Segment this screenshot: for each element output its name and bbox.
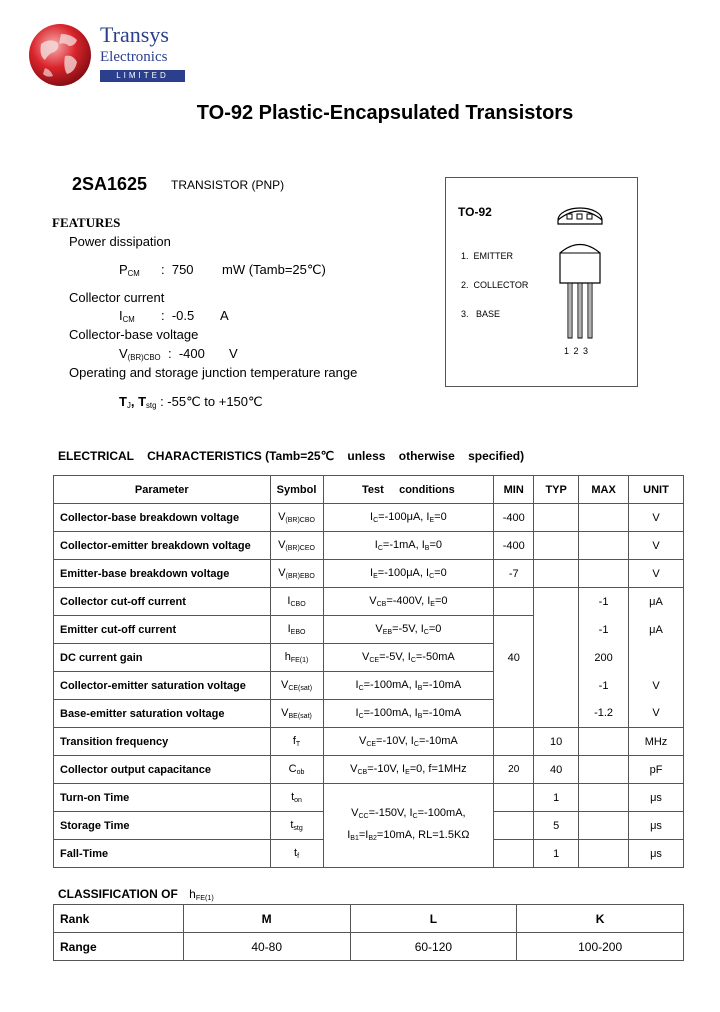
ec-row	[54, 672, 684, 700]
icm-value: : -0.5	[161, 308, 195, 323]
class-heading-sub: FE(1)	[195, 893, 214, 902]
ec-unit: pF	[629, 756, 684, 784]
rank-label: Rank	[54, 905, 184, 933]
ec-row	[54, 532, 684, 560]
logo-line2: Electronics	[100, 49, 168, 65]
part-number: 2SA1625	[72, 174, 148, 194]
ec-test: $I_C=-100mA$, $I_B=-10mA$	[323, 700, 494, 728]
ec-test: $I_C=-100mA$, $I_B=-10mA$	[323, 672, 494, 700]
vcbo-line	[119, 346, 238, 362]
logo	[27, 22, 197, 92]
ec-typ	[534, 532, 579, 560]
temp-label: Operating and storage junction temperature range	[69, 365, 358, 380]
rank-l: L	[350, 905, 517, 933]
col-unit: UNIT	[629, 476, 684, 504]
ec-unit: V	[629, 700, 684, 728]
ec-symbol: $h_{FE(1)}$	[270, 644, 323, 672]
logo-line3	[100, 70, 185, 82]
ec-typ	[534, 616, 579, 644]
to92-package-icon	[546, 198, 626, 348]
ec-typ	[534, 700, 579, 728]
ec-typ: 40	[534, 756, 579, 784]
ec-param: DC current gain	[54, 644, 271, 672]
features-heading: FEATURES	[52, 215, 121, 230]
ec-max: -1	[579, 616, 629, 644]
ec-unit: MHz	[629, 728, 684, 756]
rank-row	[54, 905, 684, 933]
ec-typ	[534, 560, 579, 588]
ec-min: 20	[494, 756, 534, 784]
col-max: MAX	[579, 476, 629, 504]
icm-unit: A	[220, 308, 229, 323]
ec-min	[494, 672, 534, 700]
col-typ: TYP	[534, 476, 579, 504]
ec-unit	[629, 644, 684, 672]
ec-symbol: $V_{BE(sat)}$	[270, 700, 323, 728]
ec-row	[54, 588, 684, 616]
ec-max	[579, 812, 629, 840]
ec-unit: μs	[629, 812, 684, 840]
temp-line	[119, 394, 263, 410]
ec-heading: ELECTRICAL CHARACTERISTICS (Tamb=25℃ unless otherwise specified)	[58, 449, 525, 463]
package-title: TO-92	[458, 205, 492, 219]
ec-typ	[534, 504, 579, 532]
ec-unit: μA	[629, 616, 684, 644]
pcm-unit: mW (Tamb=25℃)	[222, 262, 326, 277]
ec-max	[579, 504, 629, 532]
ec-unit: V	[629, 504, 684, 532]
ec-symbol: $t_{on}$	[270, 784, 323, 812]
ec-symbol: $I_{CBO}$	[270, 588, 323, 616]
collector-label: Collector current	[69, 290, 165, 305]
ec-param: Base-emitter saturation voltage	[54, 700, 271, 728]
ec-param: Emitter cut-off current	[54, 616, 271, 644]
power-label: Power dissipation	[69, 234, 171, 249]
logo-line3-text: LIMITED	[116, 71, 169, 80]
tj-sub: J	[126, 401, 131, 410]
ec-row	[54, 560, 684, 588]
vcbo-value: : -400	[168, 346, 205, 361]
pin-3-label: 3. BASE	[461, 309, 501, 319]
ec-unit: V	[629, 672, 684, 700]
part-type: TRANSISTOR (PNP)	[171, 178, 285, 192]
range-row	[54, 933, 684, 961]
ec-max: -1	[579, 588, 629, 616]
ec-typ: 10	[534, 728, 579, 756]
vcbo-unit: V	[229, 346, 238, 361]
ec-symbol: $f_T$	[270, 728, 323, 756]
ec-min: -400	[494, 532, 534, 560]
class-heading	[58, 887, 214, 902]
ec-symbol: $V_{CE(sat)}$	[270, 672, 323, 700]
ec-max	[579, 784, 629, 812]
ec-test: $I_C=-1mA$, $I_B=0$	[323, 532, 494, 560]
pcm-sub: CM	[127, 269, 140, 278]
ec-max	[579, 840, 629, 868]
pcm-line	[119, 262, 326, 278]
icm-line	[119, 308, 229, 324]
ec-param: Fall-Time	[54, 840, 271, 868]
range-l: 60-120	[350, 933, 517, 961]
vcbo-symbol: V	[119, 346, 128, 361]
ec-min	[494, 728, 534, 756]
classification-table	[53, 904, 684, 961]
ec-symbol: $I_{EBO}$	[270, 616, 323, 644]
ec-test: $V_{EB}=-5V$, $I_C=0$	[323, 616, 494, 644]
temp-value: : -55℃ to +150℃	[160, 394, 263, 409]
package-box	[445, 177, 638, 387]
tstg-symbol: , T	[130, 394, 147, 409]
ec-symbol: $V_{(BR)CEO}$	[270, 532, 323, 560]
ec-param: Turn-on Time	[54, 784, 271, 812]
ec-row	[54, 700, 684, 728]
col-test: Test conditions	[323, 476, 494, 504]
pin-1-label: 1. EMITTER	[461, 251, 514, 261]
ec-min	[494, 784, 534, 812]
icm-sub: CM	[122, 315, 135, 324]
ec-unit: V	[629, 532, 684, 560]
ec-symbol: $V_{(BR)EBO}$	[270, 560, 323, 588]
ec-row	[54, 784, 684, 812]
ec-param: Collector-emitter saturation voltage	[54, 672, 271, 700]
ec-symbol: $V_{(BR)CBO}$	[270, 504, 323, 532]
ec-min	[494, 812, 534, 840]
col-parameter: Parameter	[54, 476, 271, 504]
tstg-sub: stg	[146, 401, 157, 410]
ec-test: $I_E=-100\mu A$, $I_C=0$	[323, 560, 494, 588]
ec-max	[579, 532, 629, 560]
range-k: 100-200	[517, 933, 684, 961]
ec-min: 40	[494, 644, 534, 672]
class-heading-sym: h	[189, 887, 196, 901]
ec-min: -7	[494, 560, 534, 588]
pcm-symbol: P	[119, 262, 128, 277]
pcm-value: : 750	[161, 262, 194, 277]
ec-typ	[534, 588, 579, 616]
col-min: MIN	[494, 476, 534, 504]
rank-k: K	[517, 905, 684, 933]
ec-unit: V	[629, 560, 684, 588]
ec-symbol: $C_{ob}$	[270, 756, 323, 784]
vcbo-sub: (BR)CBO	[127, 353, 161, 362]
ec-row	[54, 504, 684, 532]
ec-test: $V_{CC}=-150V$, $I_C=-100mA$, $I_{B1}=I_{B2}=10mA$, RL=1.5KΩ	[323, 784, 494, 868]
ec-max: 200	[579, 644, 629, 672]
ec-test: $I_C=-100\mu A$, $I_E=0$	[323, 504, 494, 532]
ec-typ: 1	[534, 840, 579, 868]
ec-param: Storage Time	[54, 812, 271, 840]
ec-min: -400	[494, 504, 534, 532]
pin-numbers: 1 2 3	[564, 346, 590, 356]
ec-max	[579, 756, 629, 784]
ec-max	[579, 728, 629, 756]
ec-param: Emitter-base breakdown voltage	[54, 560, 271, 588]
ec-param: Collector-emitter breakdown voltage	[54, 532, 271, 560]
ec-typ	[534, 644, 579, 672]
logo-line1: Transys	[100, 22, 169, 47]
ec-min	[494, 616, 534, 644]
ec-unit: μA	[629, 588, 684, 616]
range-label: Range	[54, 933, 184, 961]
pin-2-label: 2. COLLECTOR	[461, 280, 529, 290]
ec-min	[494, 840, 534, 868]
ec-row	[54, 728, 684, 756]
ec-typ: 5	[534, 812, 579, 840]
ec-min	[494, 588, 534, 616]
ec-unit: μs	[629, 784, 684, 812]
icm-symbol: I	[119, 308, 123, 323]
ec-row	[54, 616, 684, 644]
col-symbol: Symbol	[270, 476, 323, 504]
ec-test: $V_{CE}=-10V$, $I_C=-10mA$	[323, 728, 494, 756]
ec-min	[494, 700, 534, 728]
ec-typ: 1	[534, 784, 579, 812]
rank-m: M	[183, 905, 350, 933]
ec-symbol: $t_{stg}$	[270, 812, 323, 840]
cb-label: Collector-base voltage	[69, 327, 199, 342]
ec-test: $V_{CE}=-5V$, $I_C=-50mA$	[323, 644, 494, 672]
ec-unit: μs	[629, 840, 684, 868]
page-title: TO-92 Plastic-Encapsulated Transistors	[196, 102, 574, 124]
ec-table	[53, 475, 684, 868]
ec-max	[579, 560, 629, 588]
tj-symbol: T	[119, 394, 127, 409]
ec-typ	[534, 672, 579, 700]
ec-test: $V_{CB}=-10V$, $I_E=0$, f=1MHz	[323, 756, 494, 784]
ec-row	[54, 644, 684, 672]
ec-max: -1.2	[579, 700, 629, 728]
ec-max: -1	[579, 672, 629, 700]
class-heading-text: CLASSIFICATION OF	[58, 887, 178, 901]
ec-param: Collector-base breakdown voltage	[54, 504, 271, 532]
ec-param: Collector cut-off current	[54, 588, 271, 616]
ec-header-row	[54, 476, 684, 504]
ec-symbol: $t_f$	[270, 840, 323, 868]
ec-param: Transition frequency	[54, 728, 271, 756]
ec-param: Collector output capacitance	[54, 756, 271, 784]
ec-test: $V_{CB}=-400V$, $I_E=0$	[323, 588, 494, 616]
ec-row	[54, 756, 684, 784]
globe-icon	[27, 22, 93, 88]
range-m: 40-80	[183, 933, 350, 961]
